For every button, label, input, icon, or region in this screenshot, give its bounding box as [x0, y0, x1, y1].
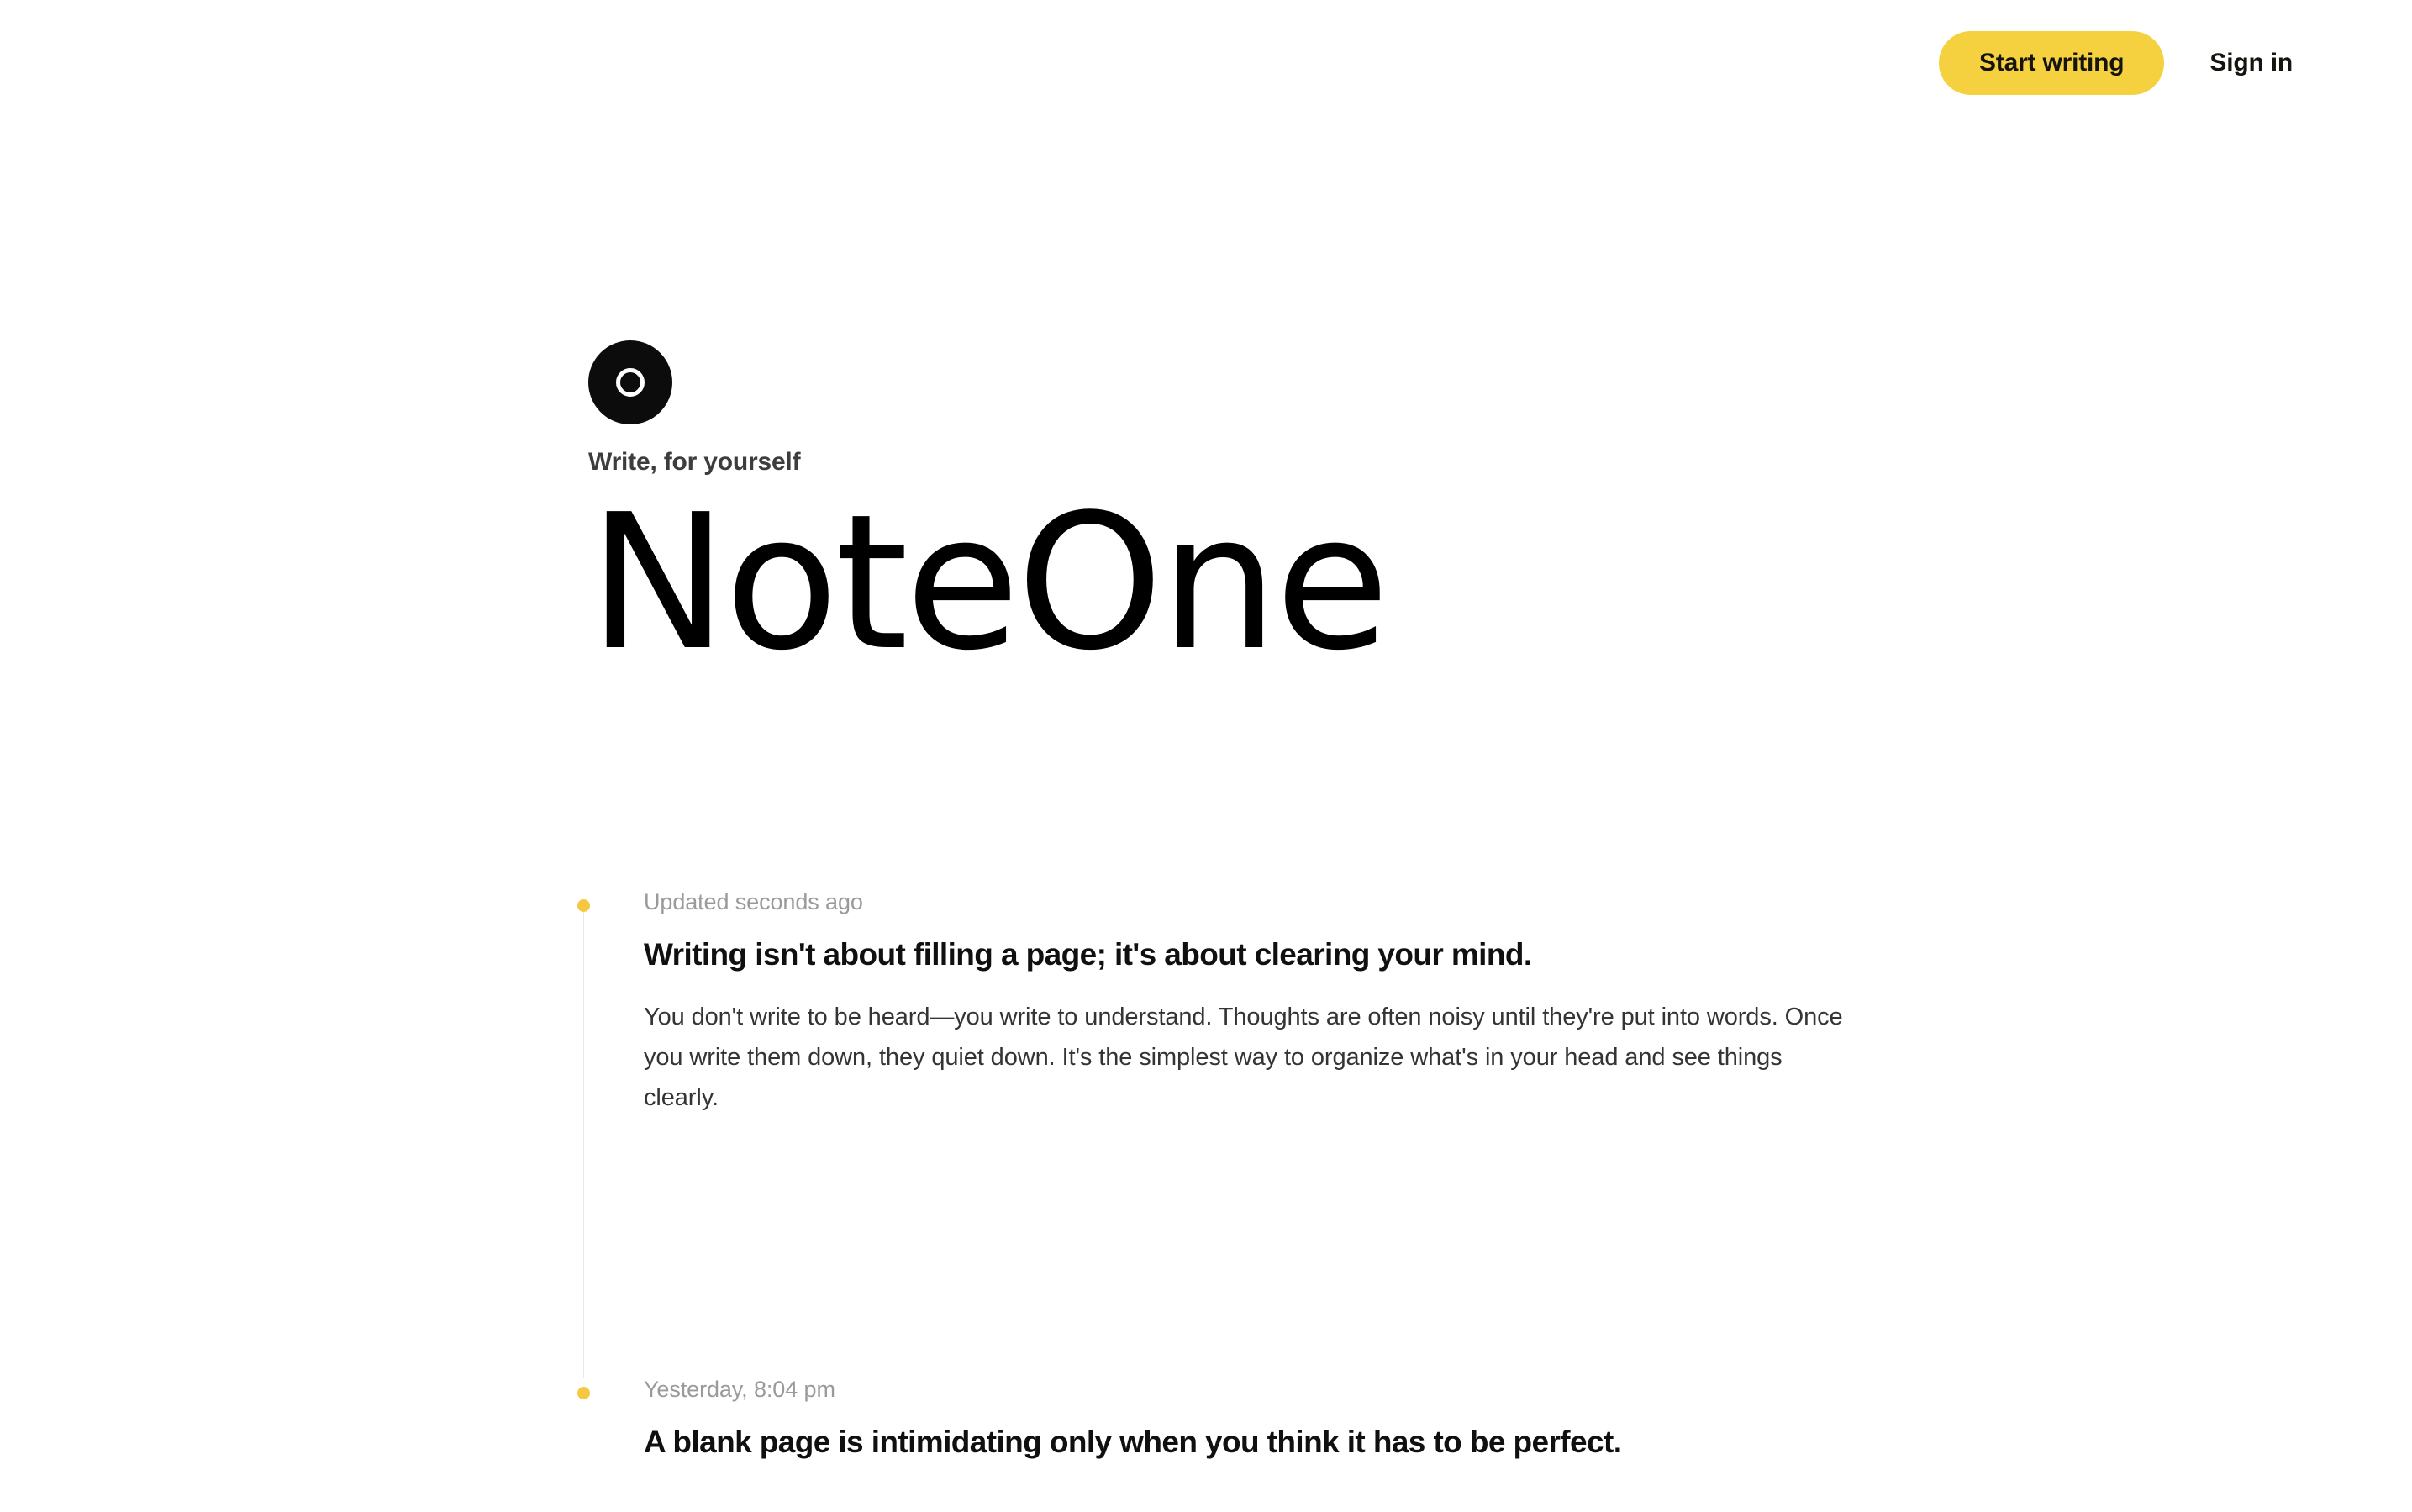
page-title: NoteOne — [588, 475, 1387, 692]
notes-feed — [583, 891, 2012, 1512]
timeline-dot-icon — [577, 899, 590, 912]
note-title[interactable]: A blank page is intimidating only when you think it has to be perfect. — [644, 1425, 1622, 1459]
note-timestamp: Yesterday, 8:04 pm — [644, 1377, 835, 1402]
hero-section — [588, 340, 1849, 692]
hero-tagline: Write, for yourself — [588, 448, 801, 476]
logo-inner-ring — [616, 368, 645, 397]
note-timestamp: Updated seconds ago — [644, 889, 863, 914]
sign-in-button[interactable]: Sign in — [2198, 42, 2304, 84]
top-bar — [0, 0, 2412, 126]
timeline-rail — [583, 909, 584, 1378]
list-item[interactable] — [583, 891, 2012, 1378]
note-title[interactable]: Writing isn't about filling a page; it's about clearing your mind. — [644, 937, 1532, 972]
timeline-dot-icon — [577, 1387, 590, 1399]
list-item[interactable] — [583, 1378, 2012, 1512]
start-writing-button[interactable]: Start writing — [1939, 31, 2164, 95]
circle-ring-icon — [588, 340, 672, 424]
note-body: You don't write to be heard—you write to understand. Thoughts are often noisy until they're put into words. Once you write them down, they quiet down. It's the simplest way to organize what's in your head and see things clearly. — [644, 1004, 1843, 1111]
